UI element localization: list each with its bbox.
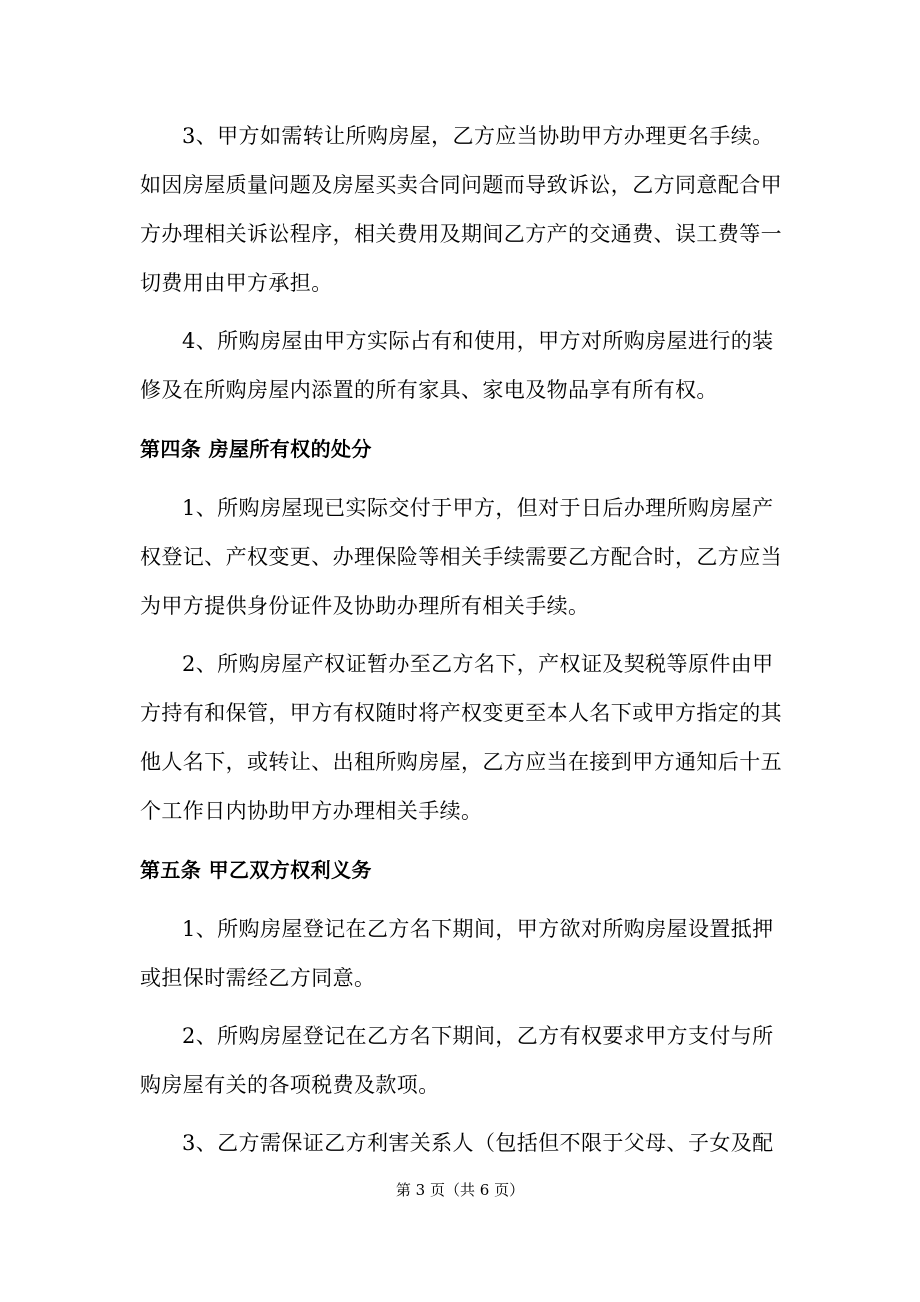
paragraph-line: 切费用由甲方承担。 bbox=[140, 271, 333, 295]
article-heading: 第五条 甲乙双方权利义务 bbox=[140, 858, 372, 882]
paragraph-line: 2、所购房屋产权证暂办至乙方名下，产权证及契税等原件由甲 bbox=[182, 652, 774, 676]
paragraph-line: 权登记、产权变更、办理保险等相关手续需要乙方配合时，乙方应当 bbox=[140, 545, 782, 569]
paragraph-line: 或担保时需经乙方同意。 bbox=[140, 966, 376, 990]
paragraph-line: 修及在所购房屋内添置的所有家具、家电及物品享有所有权。 bbox=[140, 378, 718, 402]
paragraph-line: 方办理相关诉讼程序，相关费用及期间乙方产的交通费、误工费等一 bbox=[140, 222, 782, 246]
paragraph-line: 1、所购房屋登记在乙方名下期间，甲方欲对所购房屋设置抵押 bbox=[182, 917, 774, 941]
page-footer: 第 3 页（共 6 页） bbox=[395, 1181, 525, 1199]
paragraph-line: 2、所购房屋登记在乙方名下期间，乙方有权要求甲方支付与所 bbox=[182, 1024, 774, 1048]
paragraph-line: 如因房屋质量问题及房屋买卖合同问题而导致诉讼，乙方同意配合甲 bbox=[140, 173, 782, 197]
article-heading: 第四条 房屋所有权的处分 bbox=[140, 437, 372, 461]
paragraph-line: 为甲方提供身份证件及协助办理所有相关手续。 bbox=[140, 594, 590, 618]
paragraph-line: 购房屋有关的各项税费及款项。 bbox=[140, 1073, 440, 1097]
paragraph-line: 1、所购房屋现已实际交付于甲方，但对于日后办理所购房屋产 bbox=[182, 496, 774, 520]
paragraph-line: 他人名下，或转让、出租所购房屋，乙方应当在接到甲方通知后十五 bbox=[140, 750, 782, 774]
paragraph-line: 方持有和保管，甲方有权随时将产权变更至本人名下或甲方指定的其 bbox=[140, 701, 782, 725]
paragraph-line: 3、乙方需保证乙方利害关系人（包括但不限于父母、子女及配 bbox=[182, 1131, 774, 1155]
paragraph-line: 4、所购房屋由甲方实际占有和使用，甲方对所购房屋进行的装 bbox=[182, 329, 774, 353]
paragraph-line: 个工作日内协助甲方办理相关手续。 bbox=[140, 799, 483, 823]
paragraph-line: 3、甲方如需转让所购房屋，乙方应当协助甲方办理更名手续。 bbox=[182, 124, 774, 148]
